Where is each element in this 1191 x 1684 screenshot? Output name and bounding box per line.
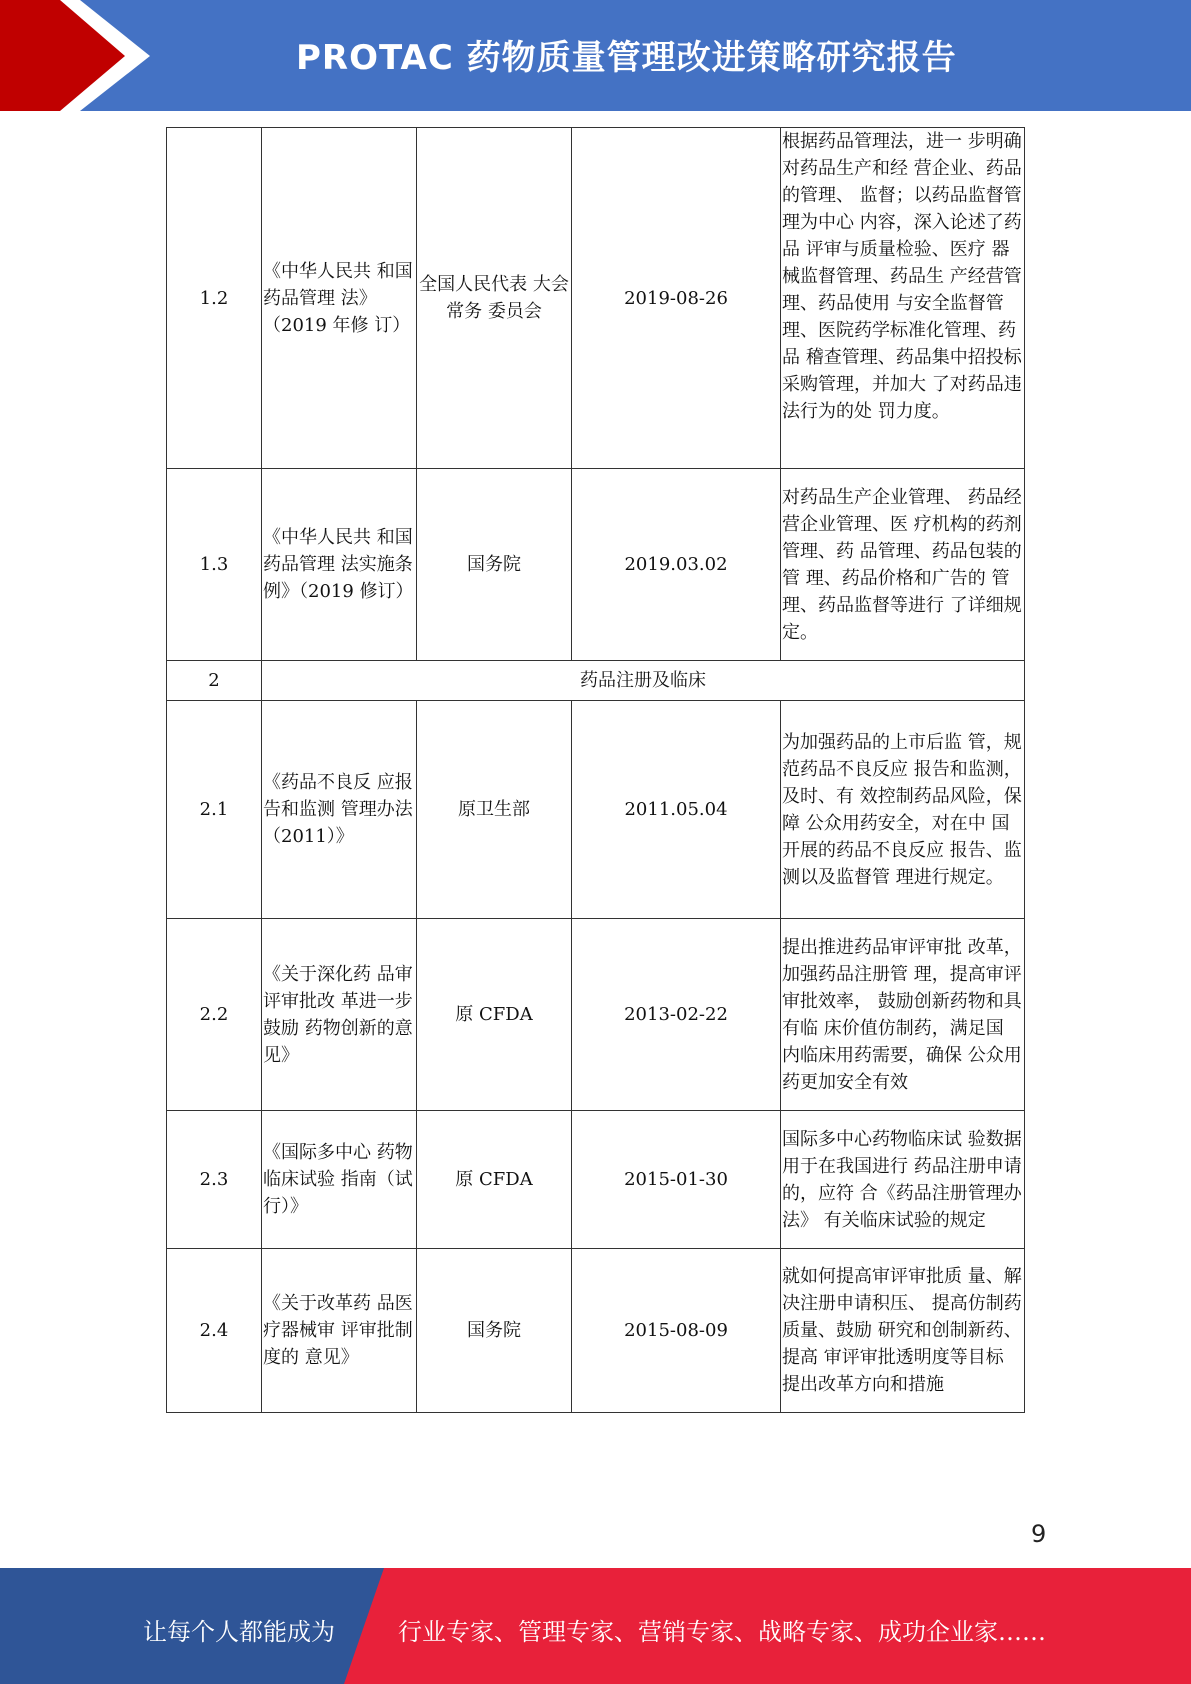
row-number: 2.1 [167,701,262,919]
issuing-authority: 原卫生部 [417,701,572,919]
section-number: 2 [167,661,262,701]
regulation-description [781,128,1025,469]
header-arrow-decoration [0,0,160,111]
footer-slogan-right: 行业专家、管理专家、营销专家、战略专家、成功企业家…… [398,1618,1046,1646]
issue-date: 2019-08-26 [572,128,781,469]
table-page-break [166,1413,1026,1419]
table-row [167,1111,1025,1249]
table-row [167,919,1025,1111]
row-number: 1.2 [167,128,262,469]
regulation-name: 《国际多中心 药物临床试验 指南（试行）》 [262,1111,417,1249]
regulation-description: 提出推进药品审评审批 改革，加强药品注册管 理，提高审评审批效率， 鼓励创新药物和具有临 床价值仿制药，满足国 内临床用药需要，确保 公众用药更加安全有效 [781,919,1025,1111]
issuing-authority: 国务院 [417,469,572,661]
regulations-table [166,127,1025,1413]
table-row [167,128,1025,469]
section-title: 药品注册及临床 [262,661,1025,701]
issue-date: 2015-01-30 [572,1111,781,1249]
row-number: 1.3 [167,469,262,661]
regulation-description: 为加强药品的上市后监 管，规范药品不良反应 报告和监测，及时、有 效控制药品风险，保障 公众用药安全，对在中 国开展的药品不良反应 报告、监测以及监督管 理进行规定。 [781,701,1025,919]
report-title: PROTAC 药物质量管理改进策略研究报告 [296,38,957,78]
row-number: 2.3 [167,1111,262,1249]
regulation-name: 《关于深化药 品审评审批改 革进一步鼓励 药物创新的意 见》 [262,919,417,1111]
row-number: 2.4 [167,1249,262,1413]
regulation-description: 国际多中心药物临床试 验数据用于在我国进行 药品注册申请的，应符 合《药品注册管理办法》 有关临床试验的规定 [781,1111,1025,1249]
regulation-name: 《关于改革药 品医疗器械审 评审批制度的 意见》 [262,1249,417,1413]
issuing-authority: 原 CFDA [417,1111,572,1249]
issue-date: 2011.05.04 [572,701,781,919]
issuing-authority: 全国人民代表 大会常务 委员会 [417,128,572,469]
regulation-name: 《药品不良反 应报告和监测 管理办法（2011）》 [262,701,417,919]
table-row [167,469,1025,661]
issue-date: 2019.03.02 [572,469,781,661]
page-number: 9 [1031,1520,1047,1548]
issuing-authority: 原 CFDA [417,919,572,1111]
description-text: 根据药品管理法，进一 步明确对药品生产和经 营企业、药品的管理、 监督；以药品监督管理为中心 内容，深入论述了药品 评审与质量检验、医疗 器械监督管理、药品生 产经营管理、药品使用 与安全监督管理、医院药学标准化管理、药品 稽查管理、药品集中招投标采购管理，并加大 了对药品违法行为的处 罚力度。 [782,131,1022,422]
row-number: 2.2 [167,919,262,1111]
issue-date: 2015-08-09 [572,1249,781,1413]
page-header [0,0,1191,111]
table-row [167,701,1025,919]
table-row [167,1249,1025,1413]
regulation-name: 《中华人民共 和国药品管理 法》（2019 年修 订） [262,128,417,469]
issuing-authority: 国务院 [417,1249,572,1413]
regulation-description: 对药品生产企业管理、 药品经营企业管理、医 疗机构的药剂管理、药 品管理、药品包装的管 理、药品价格和广告的 管理、药品监督等进行 了详细规定。 [781,469,1025,661]
issue-date: 2013-02-22 [572,919,781,1111]
footer-slogan-left: 让每个人都能成为 [143,1618,335,1646]
section-row [167,661,1025,701]
regulation-description: 就如何提高审评审批质 量、解决注册申请积压、 提高仿制药质量、鼓励 研究和创制新药、提高 审评审批透明度等目标 提出改革方向和措施 [781,1249,1025,1413]
regulation-name: 《中华人民共 和国药品管理 法实施条例》（2019 修订） [262,469,417,661]
page-footer [0,1568,1191,1684]
